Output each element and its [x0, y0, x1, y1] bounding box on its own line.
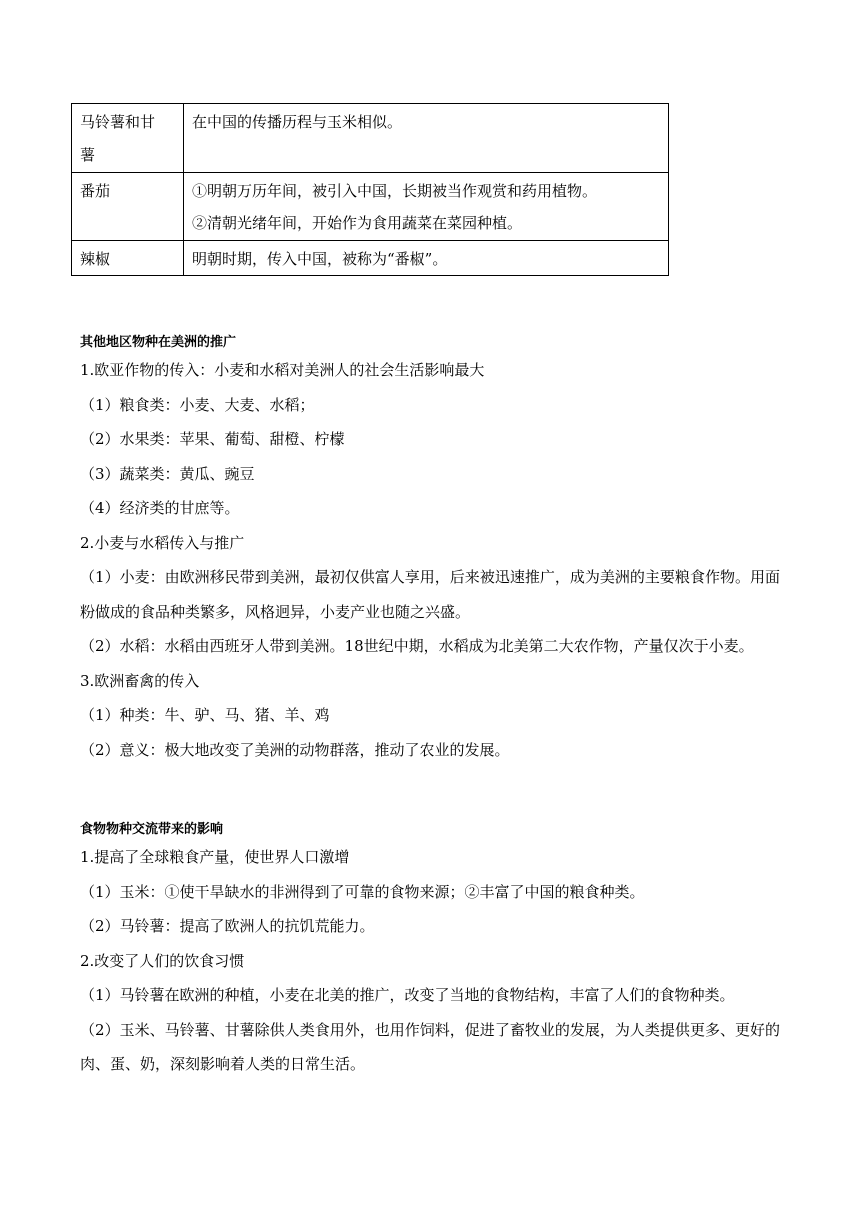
- crop-name-line: 辣椒: [80, 250, 111, 268]
- paragraph: （3）蔬菜类：黄瓜、豌豆: [80, 464, 255, 483]
- section-body: [80, 353, 780, 767]
- table-cell-crop-desc: [184, 241, 669, 276]
- paragraph: 2.小麦与水稻传入与推广: [80, 533, 245, 552]
- crop-desc-line: 明朝时期，传入中国，被称为“番椒”。: [192, 250, 448, 268]
- section-heading: 其他地区物种在美洲的推广: [80, 335, 237, 350]
- crop-name-line: 薯: [80, 146, 96, 164]
- paragraph: （2）马铃薯：提高了欧洲人的抗饥荒能力。: [80, 917, 375, 935]
- crop-desc-line: ②清朝光绪年间，开始作为食用蔬菜在菜园种植。: [192, 214, 523, 232]
- paragraph: 1.欧亚作物的传入：小麦和水稻对美洲人的社会生活影响最大: [80, 361, 485, 379]
- paragraph: （1）马铃薯在欧洲的种植，小麦在北美的推广，改变了当地的食物结构，丰富了人们的食物种类。: [80, 986, 735, 1004]
- paragraph: （1）玉米：①使干旱缺水的非洲得到了可靠的食物来源；②丰富了中国的粮食种类。: [80, 882, 645, 901]
- table-row: [72, 173, 669, 241]
- paragraph: （2）水果类：苹果、葡萄、甜橙、柠檬: [80, 430, 345, 448]
- table-cell-crop-desc: [184, 173, 669, 241]
- paragraph: 1.提高了全球粮食产量，使世界人口激增: [80, 848, 350, 866]
- table-cell-crop-desc: [184, 104, 669, 173]
- paragraph: （1）小麦：由欧洲移民带到美洲，最初仅供富人享用，后来被迅速推广，成为美洲的主要粮食作物。用面粉做成的食品种类繁多，风格迥异，小麦产业也随之兴盛。: [80, 568, 780, 621]
- section-body: [80, 840, 780, 1082]
- table-row: [72, 104, 669, 173]
- crop-desc-line: 在中国的传播历程与玉米相似。: [192, 113, 403, 131]
- section-heading: 食物物种交流带来的影响: [80, 822, 224, 837]
- crop-spread-table: [71, 103, 669, 276]
- table-row: [72, 241, 669, 276]
- paragraph: （2）玉米、马铃薯、甘薯除供人类食用外，也用作饲料，促进了畜牧业的发展，为人类提供更多、更好的肉、蛋、奶，深刻影响着人类的日常生活。: [80, 1020, 780, 1073]
- paragraph: （2）水稻：水稻由西班牙人带到美洲。18世纪中期，水稻成为北美第二大农作物，产量仅次于小麦。: [80, 637, 754, 655]
- paragraph: （1）种类：牛、驴、马、猪、羊、鸡: [80, 706, 330, 724]
- paragraph: （2）意义：极大地改变了美洲的动物群落，推动了农业的发展。: [80, 740, 510, 759]
- table-cell-crop-name: [72, 104, 184, 173]
- table-cell-crop-name: [72, 173, 184, 241]
- paragraph: 3.欧洲畜禽的传入: [80, 671, 200, 690]
- crop-name-line: 马铃薯和甘: [80, 113, 156, 131]
- crop-name-line: 番茄: [80, 182, 111, 200]
- paragraph: （1）粮食类：小麦、大麦、水稻；: [80, 395, 315, 414]
- paragraph: （4）经济类的甘庶等。: [80, 499, 240, 517]
- table-cell-crop-name: [72, 241, 184, 276]
- crop-desc-line: ①明朝万历年间，被引入中国，长期被当作观赏和药用植物。: [192, 182, 598, 200]
- paragraph: 2.改变了人们的饮食习惯: [80, 951, 245, 970]
